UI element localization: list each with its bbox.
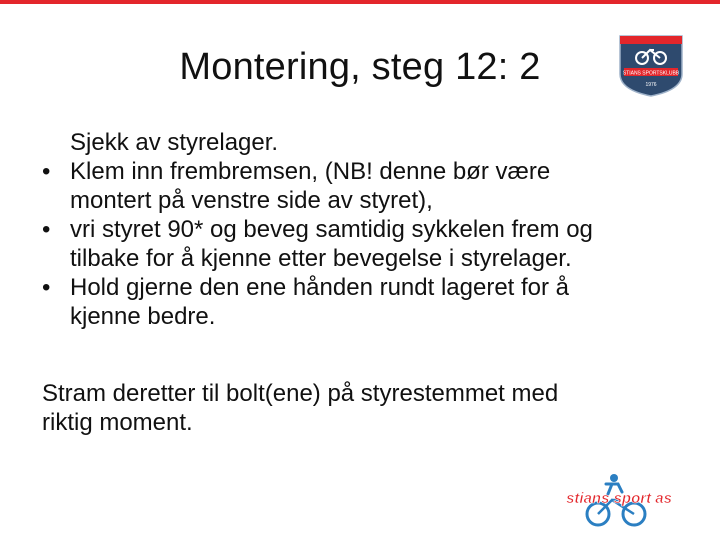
club-badge-icon bbox=[612, 30, 690, 98]
top-accent-bar bbox=[0, 0, 720, 4]
svg-text:stians sport as: stians sport as bbox=[566, 490, 672, 507]
slide-body bbox=[42, 128, 692, 437]
intro-line: Sjekk av styrelager. bbox=[70, 129, 279, 156]
company-logo-icon bbox=[548, 470, 690, 530]
bullet-item: • vri styret 90* og beveg samtidig sykkelen frem og bbox=[42, 216, 593, 243]
bullet-continuation: tilbake for å kjenne etter bevegelse i styrelager. bbox=[70, 245, 572, 272]
slide-title: Montering, steg 12: 2 bbox=[179, 46, 541, 88]
closing-line: riktig moment. bbox=[42, 409, 193, 436]
bullet-continuation: kjenne bedre. bbox=[70, 303, 216, 330]
bullet-continuation: montert på venstre side av styret), bbox=[70, 187, 433, 214]
bullet-icon: • bbox=[42, 216, 51, 243]
bullet-icon: • bbox=[42, 274, 51, 301]
svg-text:STIANS SPORTSKLUBB: STIANS SPORTSKLUBB bbox=[622, 70, 680, 77]
bullet-item: • Hold gjerne den ene hånden rundt lageret for å bbox=[42, 274, 570, 301]
closing-line: Stram deretter til bolt(ene) på styrestemmet med bbox=[42, 380, 559, 407]
bullet-item: • Klem inn frembremsen, (NB! denne bør være bbox=[42, 158, 551, 185]
bullet-icon: • bbox=[42, 158, 51, 185]
svg-text:1976: 1976 bbox=[645, 82, 657, 88]
